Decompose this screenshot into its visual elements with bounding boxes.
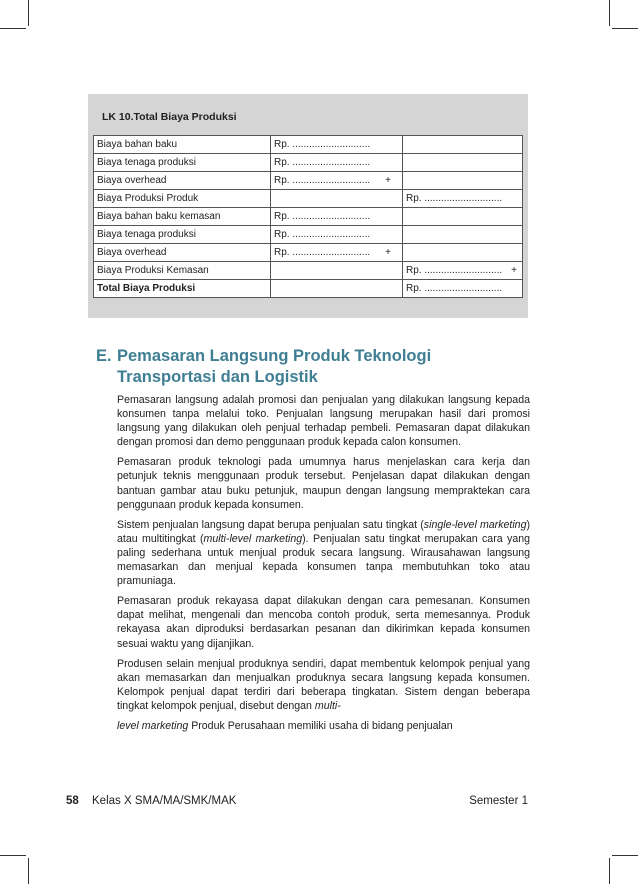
italic-term: single-level marketing xyxy=(423,518,527,531)
total-field: Rp. ............................ xyxy=(403,280,523,298)
subtotal-field xyxy=(403,136,523,154)
text-run: Sistem penjualan langsung dapat berupa penjualan satu tingkat ( xyxy=(117,518,424,531)
table-row xyxy=(94,136,523,154)
subtotal-field xyxy=(403,154,523,172)
plus-sign: + xyxy=(385,247,391,258)
crop-mark xyxy=(612,28,638,29)
subtotal-field xyxy=(403,262,523,280)
text-run: Produsen selain menjual produknya sendiri, dapat membentuk kelompok penjual yang akan memasarkan dan menjualkan produknya secara langsung kepada konsumen. Kelompok penjual dapat terdiri dari beberapa tingkatan. Sistem dengan beberapa tingkat kelompok penjual, disebut dengan xyxy=(117,657,530,712)
subtotal-field xyxy=(403,208,523,226)
table-row xyxy=(94,244,523,262)
crop-mark xyxy=(28,858,29,884)
amount-field xyxy=(271,280,403,298)
row-label: Biaya Produksi Kemasan xyxy=(94,262,271,280)
paragraph xyxy=(117,719,530,733)
crop-mark xyxy=(609,0,610,26)
subtotal-field xyxy=(403,226,523,244)
table-row xyxy=(94,208,523,226)
subtotal-field xyxy=(403,172,523,190)
crop-mark xyxy=(0,855,26,856)
italic-term: multi- xyxy=(314,699,341,712)
table-row xyxy=(94,262,523,280)
row-label: Biaya bahan baku xyxy=(94,136,271,154)
table-row xyxy=(94,154,523,172)
worksheet-title: LK 10.Total Biaya Produksi xyxy=(102,111,237,123)
amount-field xyxy=(271,172,403,190)
paragraph: Pemasaran langsung adalah promosi dan penjualan yang dilakukan langsung kepada konsumen tanpa melalui toko. Penjualan langsung merupakan hasil dari promosi langsung yang dilakukan oleh penjual terhadap pembeli. Pemasaran dapat dilakukan dengan promosi dan demo penggunaan produk kepada calon konsumen. xyxy=(117,394,530,449)
text-run: ). Penjualan satu tingkat merupakan cara yang paling sederhana untuk menjual produk secara langsung. Wirausahawan langsung memasarkan dan menjual kepada konsumen tanpa membutuhkan toko atau pramuniaga. xyxy=(117,532,530,588)
amount-field xyxy=(271,190,403,208)
italic-term: level marketing xyxy=(117,719,189,732)
crop-mark xyxy=(0,28,26,29)
section-letter: E. xyxy=(96,347,112,365)
amount-field: Rp. ............................ xyxy=(271,154,403,172)
paragraph xyxy=(117,518,530,588)
amount-text: Rp. ............................ xyxy=(274,247,371,258)
footer-book-title: Kelas X SMA/MA/SMK/MAK xyxy=(92,795,237,807)
row-label: Biaya tenaga produksi xyxy=(94,226,271,244)
row-label: Biaya bahan baku kemasan xyxy=(94,208,271,226)
text-run: ) atau multitingkat ( xyxy=(117,518,530,545)
table-row xyxy=(94,226,523,244)
paragraph: Pemasaran produk teknologi pada umumnya harus menjelaskan cara kerja dan petunjuk teknis menggunaan produk tersebut. Penjelasan dapat dilakukan dengan bantuan gambar atau buku petunjuk, maupun dengan langsung mempraktekan cara penggunaan produk kepada konsumen. xyxy=(117,456,530,511)
crop-mark xyxy=(609,858,610,884)
crop-mark xyxy=(28,0,29,26)
amount-text: Rp. ............................ xyxy=(274,175,371,186)
row-label: Biaya tenaga produksi xyxy=(94,154,271,172)
row-label: Biaya overhead xyxy=(94,172,271,190)
paragraph: Pemasaran produk rekayasa dapat dilakukan dengan cara pemesanan. Konsumen dapat melihat, mengenali dan mencoba contoh produk, serta memesannya. Produk rekayasa akan diproduksi berdasarkan pesanan dan dikirimkan kepada konsumen sesuai waktu yang dijanjikan. xyxy=(117,595,530,650)
amount-field: Rp. ............................ xyxy=(271,136,403,154)
amount-text: Rp. ............................ xyxy=(406,265,503,276)
amount-field xyxy=(271,244,403,262)
plus-sign: + xyxy=(385,175,391,186)
crop-mark xyxy=(612,855,638,856)
paragraph xyxy=(117,657,530,713)
italic-term: multi-level marketing xyxy=(203,532,303,545)
table-row xyxy=(94,280,523,298)
page-number: 58 xyxy=(66,795,79,807)
text-run: Produk Perusahaan memiliki usaha di bidang penjualan xyxy=(188,719,453,732)
footer-semester: Semester 1 xyxy=(469,795,528,807)
amount-field xyxy=(271,262,403,280)
table-row xyxy=(94,172,523,190)
table-row xyxy=(94,190,523,208)
plus-sign: + xyxy=(511,265,517,276)
worksheet-box xyxy=(88,94,528,318)
row-label: Biaya Produksi Produk xyxy=(94,190,271,208)
body-text xyxy=(117,393,530,739)
cost-table xyxy=(93,135,523,298)
row-label: Biaya overhead xyxy=(94,244,271,262)
amount-field: Rp. ............................ xyxy=(271,226,403,244)
total-label: Total Biaya Produksi xyxy=(94,280,271,298)
section-title: Pemasaran Langsung Produk Teknologi Transportasi dan Logistik xyxy=(117,347,432,386)
subtotal-field xyxy=(403,244,523,262)
amount-field: Rp. ............................ xyxy=(271,208,403,226)
subtotal-field: Rp. ............................ xyxy=(403,190,523,208)
